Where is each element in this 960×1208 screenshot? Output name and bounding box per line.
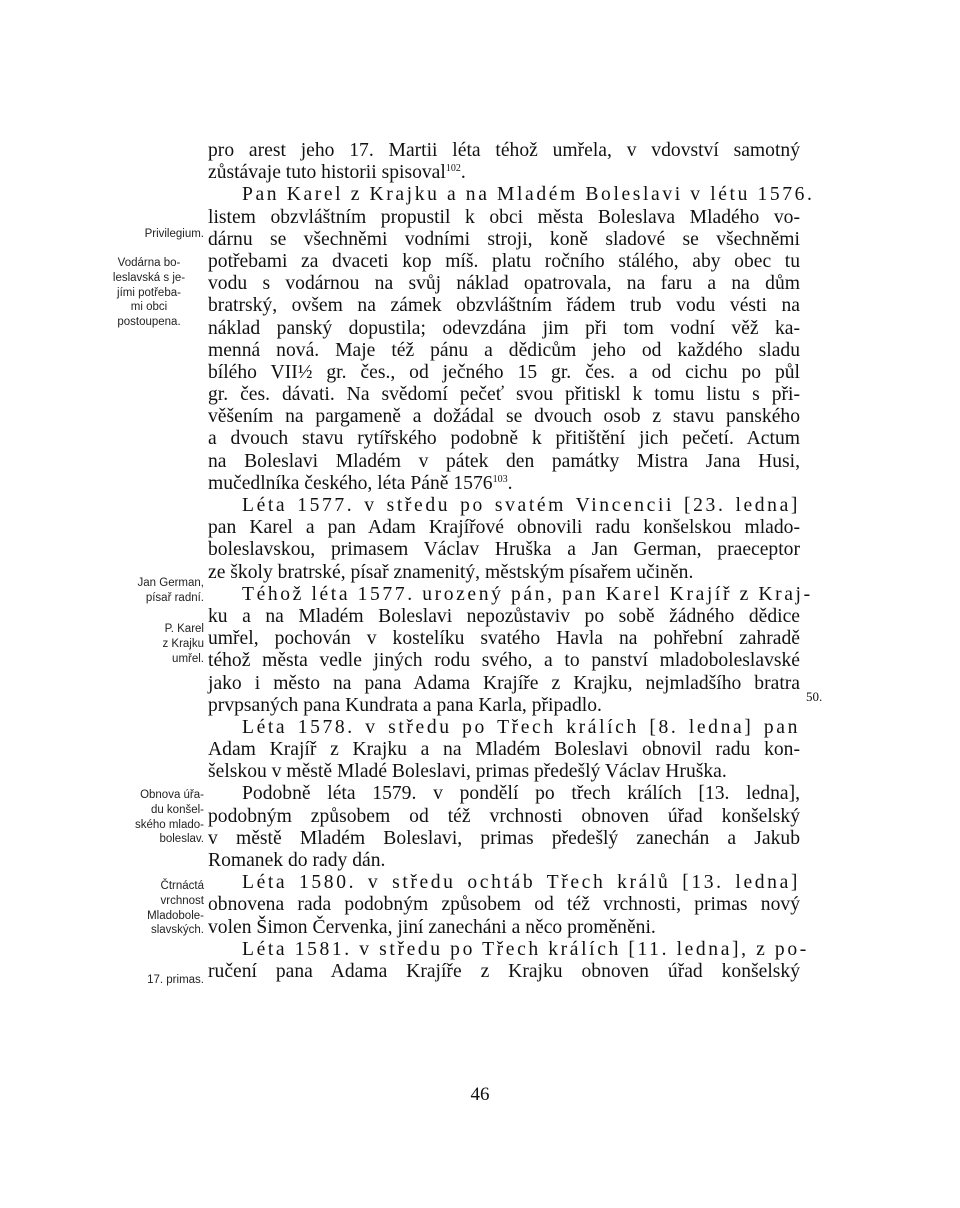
text-line: pan Karel a pan Adam Krajířové obnovili radu konšelskou mlado- bbox=[208, 517, 800, 539]
page-number: 46 bbox=[470, 1084, 490, 1105]
text-line: Téhož léta 1577. urozený pán, pan Karel Krajíř z Kraj- bbox=[242, 583, 813, 605]
margin-note-line: Vodárna bo- bbox=[117, 257, 181, 269]
margin-note-line: z Krajku bbox=[162, 637, 204, 650]
text-line: volen Šimon Červenka, jiní zanecháni a něco proměněni. bbox=[208, 916, 656, 938]
text-line: umřel, pochován v kostelíku svatého Havla na pohřební zahradě bbox=[208, 628, 800, 650]
text-line: obnovena rada podobným způsobem od též vrchnosti, primas nový bbox=[208, 894, 800, 916]
text-line: mučedlníka českého, léta Páně 1576$^{103}$. bbox=[208, 472, 513, 494]
margin-note-17-primas bbox=[94, 973, 204, 988]
text-line: Podobně léta 1579. v pondělí po třech králích [13. ledna], bbox=[242, 783, 800, 805]
text-line: Adam Krajíř z Krajku a na Mladém Boleslavi obnovil radu kon- bbox=[208, 739, 800, 761]
margin-note-line: mi obci bbox=[130, 301, 168, 314]
margin-note-line: Čtrnáctá bbox=[160, 880, 204, 892]
margin-note-line: umřel. bbox=[172, 652, 204, 665]
text-line: menná nová. Maje též pánu a dědicům jeho od každého sladu bbox=[208, 339, 800, 361]
margin-note-ctrnacta-vrchnost bbox=[94, 879, 204, 938]
margin-note-jan-german bbox=[94, 576, 204, 606]
text-line: listem obzvláštním propustil k obci města Boleslava Mladého vo- bbox=[208, 206, 800, 228]
margin-note-karel-umrel bbox=[94, 622, 204, 666]
text-line: podobným způsobem od též vrchnosti obnoven úřad konšelský bbox=[208, 805, 800, 827]
text-line: na Boleslavi Mladém v pátek den památky Mistra Jana Husi, bbox=[208, 450, 800, 472]
margin-note-line: Privilegium. bbox=[144, 228, 204, 240]
margin-note-obnova-uradu bbox=[94, 788, 204, 847]
margin-note-line: P. Karel bbox=[164, 623, 204, 635]
margin-note-line: Mladobole- bbox=[147, 909, 204, 922]
text-line: boleslavskou, primasem Václav Hruška a Jan German, praeceptor bbox=[208, 539, 800, 561]
margin-note-line: Jan German, bbox=[137, 577, 204, 589]
margin-note-line: Obnova úřa- bbox=[140, 789, 204, 801]
margin-note-line: postoupena. bbox=[117, 316, 181, 329]
margin-note-line: slavských. bbox=[150, 924, 204, 937]
margin-note-line: písař radní. bbox=[145, 591, 204, 604]
margin-note-line: du konšel- bbox=[150, 803, 204, 816]
text-line: Léta 1580. v středu ochtáb Třech králů [13. ledna] bbox=[242, 872, 800, 894]
margin-note-line: jími potřeba- bbox=[117, 286, 181, 299]
text-line: věšením na pargameně a dožádal se dvouch osob z stavu panského bbox=[208, 406, 800, 428]
text-line: Léta 1581. v středu po Třech králích [11. ledna], z po- bbox=[242, 938, 809, 960]
margin-note-line: boleslav. bbox=[159, 833, 204, 846]
text-line: Léta 1578. v středu po Třech králích [8. ledna] pan bbox=[242, 716, 800, 738]
text-line: pro arest jeho 17. Martii léta téhož umřela, v vdovství samotný bbox=[208, 140, 800, 161]
text-line: prvpsaných pana Kundrata a pana Karla, připadlo. bbox=[208, 694, 602, 716]
text-line: ze školy bratrské, písař znamenitý, městským písařem učiněn. bbox=[208, 561, 694, 583]
text-line: ku a na Mladém Boleslavi nepozůstaviv po sobě žádného dědice bbox=[208, 605, 800, 627]
text-line: Pan Karel z Krajku a na Mladém Boleslavi v létu 1576. bbox=[242, 184, 815, 206]
footnote-ref: 103 bbox=[492, 473, 508, 485]
margin-note-vodarna bbox=[94, 256, 204, 330]
text-line: jako i město na pana Adama Krajíře z Krajku, nejmladšího bratra bbox=[208, 672, 800, 694]
text-line: a dvouch stavu rytířského podobně k přitištění jich pečetí. Actum bbox=[208, 428, 800, 450]
footnote-ref: 102 bbox=[445, 163, 461, 175]
line-marker: 50. bbox=[806, 689, 823, 704]
text-line: téhož města vedle jiných rodu svého, a to panství mladoboleslavské bbox=[208, 650, 800, 672]
text-line: zůstávaje tuto historii spisoval$^{102}$. bbox=[208, 162, 466, 184]
text-line: vodu s vodárnou na svůj náklad opatrovala, na faru a na dům bbox=[208, 273, 800, 295]
text-line: bratrský, ovšem na zámek obzvláštním řádem trub vodu vésti na bbox=[208, 295, 800, 317]
margin-note-privilegium bbox=[94, 227, 204, 242]
text-line: náklad panský dopustila; odevzdána jim při tom vodní věž ka- bbox=[208, 317, 800, 339]
margin-note-line: leslavská s je- bbox=[112, 271, 186, 284]
text-line: potřebami za dvaceti kop míš. platu ročního stálého, aby obec tu bbox=[208, 250, 800, 272]
text-line: v městě Mladém Boleslavi, primas předešlý zanechán a Jakub bbox=[208, 827, 800, 849]
text-line: Léta 1577. v středu po svatém Vincencii [23. ledna] bbox=[242, 495, 800, 516]
margin-note-line: 17. primas. bbox=[147, 974, 204, 986]
margin-note-line: vrchnost bbox=[160, 894, 204, 907]
margin-note-line: ského mlado- bbox=[134, 818, 204, 831]
text-line: bílého VII½ gr. čes., od ječného 15 gr. čes. a od cichu po půl bbox=[208, 361, 800, 383]
text-line: Romanek do rady dán. bbox=[208, 850, 386, 871]
text-line: šelskou v městě Mladé Boleslavi, primas předešlý Václav Hruška. bbox=[208, 761, 727, 783]
text-line: ručení pana Adama Krajíře z Krajku obnoven úřad konšelský bbox=[208, 960, 800, 982]
text-line: gr. čes. dávati. Na svědomí pečeť svou přitiskl k tomu listu s při- bbox=[208, 384, 800, 406]
text-line: dárnu se všechněmi vodními stroji, koně sladové se všechněmi bbox=[208, 228, 800, 250]
